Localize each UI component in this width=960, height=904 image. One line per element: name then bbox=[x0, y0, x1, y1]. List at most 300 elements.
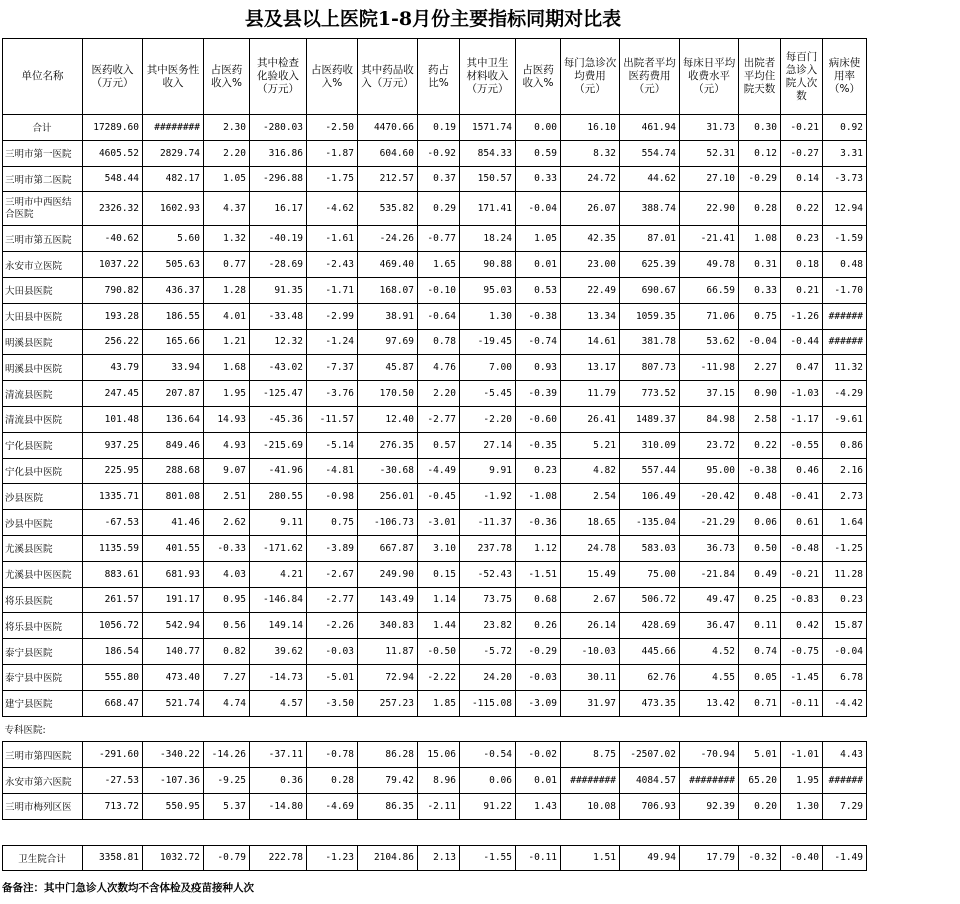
value-cell: 0.28 bbox=[307, 768, 358, 794]
value-cell: 72.94 bbox=[358, 664, 418, 690]
unit-name-cell: 永安市立医院 bbox=[3, 252, 83, 278]
unit-name-cell: 三明市中西医结合医院 bbox=[3, 192, 83, 226]
value-cell: 101.48 bbox=[83, 406, 143, 432]
value-cell: -1.59 bbox=[823, 226, 867, 252]
value-cell: 65.20 bbox=[739, 768, 781, 794]
value-cell: -14.26 bbox=[204, 742, 250, 768]
value-cell: 140.77 bbox=[143, 639, 204, 665]
value-cell: 91.22 bbox=[460, 793, 516, 819]
unit-name-cell: 宁化县中医院 bbox=[3, 458, 83, 484]
value-cell: 5.01 bbox=[739, 742, 781, 768]
value-cell: 0.28 bbox=[739, 192, 781, 226]
column-header: 占医药收入% bbox=[516, 39, 561, 115]
value-cell: 15.49 bbox=[561, 561, 620, 587]
column-header: 病床使用率（%） bbox=[823, 39, 867, 115]
value-cell: 3358.81 bbox=[83, 845, 143, 871]
value-cell: 0.29 bbox=[418, 192, 460, 226]
value-cell: 5.21 bbox=[561, 432, 620, 458]
column-header: 其中检查化验收入（万元） bbox=[250, 39, 307, 115]
value-cell: 473.35 bbox=[620, 690, 680, 716]
value-cell: 0.56 bbox=[204, 613, 250, 639]
value-cell: 170.50 bbox=[358, 381, 418, 407]
value-cell: 62.76 bbox=[620, 664, 680, 690]
value-cell: 461.94 bbox=[620, 115, 680, 141]
value-cell: ######## bbox=[561, 768, 620, 794]
value-cell: -21.41 bbox=[680, 226, 739, 252]
value-cell: -28.69 bbox=[250, 252, 307, 278]
value-cell: 0.48 bbox=[823, 252, 867, 278]
value-cell: -3.76 bbox=[307, 381, 358, 407]
value-cell: -1.70 bbox=[823, 277, 867, 303]
value-cell: 557.44 bbox=[620, 458, 680, 484]
table-row bbox=[3, 768, 867, 794]
value-cell: 1571.74 bbox=[460, 115, 516, 141]
value-cell: -41.96 bbox=[250, 458, 307, 484]
value-cell: 41.46 bbox=[143, 510, 204, 536]
value-cell: -5.01 bbox=[307, 664, 358, 690]
value-cell: 237.78 bbox=[460, 535, 516, 561]
value-cell: 0.14 bbox=[781, 166, 823, 192]
value-cell: 13.42 bbox=[680, 690, 739, 716]
value-cell: 681.93 bbox=[143, 561, 204, 587]
value-cell: -21.84 bbox=[680, 561, 739, 587]
value-cell: 256.22 bbox=[83, 329, 143, 355]
value-cell: 0.37 bbox=[418, 166, 460, 192]
value-cell: 95.03 bbox=[460, 277, 516, 303]
value-cell: 2.67 bbox=[561, 587, 620, 613]
value-cell: 249.90 bbox=[358, 561, 418, 587]
value-cell: -0.32 bbox=[739, 845, 781, 871]
value-cell: 14.93 bbox=[204, 406, 250, 432]
value-cell: -0.79 bbox=[204, 845, 250, 871]
value-cell: -30.68 bbox=[358, 458, 418, 484]
value-cell: 554.74 bbox=[620, 140, 680, 166]
value-cell: -1.61 bbox=[307, 226, 358, 252]
value-cell: -0.35 bbox=[516, 432, 561, 458]
value-cell: 473.40 bbox=[143, 664, 204, 690]
value-cell: 667.87 bbox=[358, 535, 418, 561]
value-cell: 13.34 bbox=[561, 303, 620, 329]
value-cell: 36.73 bbox=[680, 535, 739, 561]
value-cell: 316.86 bbox=[250, 140, 307, 166]
unit-name-cell: 大田县中医院 bbox=[3, 303, 83, 329]
value-cell: 26.07 bbox=[561, 192, 620, 226]
value-cell: -0.38 bbox=[516, 303, 561, 329]
value-cell: -280.03 bbox=[250, 115, 307, 141]
value-cell: -0.39 bbox=[516, 381, 561, 407]
value-cell: 0.53 bbox=[516, 277, 561, 303]
value-cell: 2326.32 bbox=[83, 192, 143, 226]
value-cell: 0.46 bbox=[781, 458, 823, 484]
value-cell: 4.01 bbox=[204, 303, 250, 329]
value-cell: 849.46 bbox=[143, 432, 204, 458]
value-cell: -1.23 bbox=[307, 845, 358, 871]
value-cell: 18.24 bbox=[460, 226, 516, 252]
value-cell: 505.63 bbox=[143, 252, 204, 278]
value-cell: 11.28 bbox=[823, 561, 867, 587]
value-cell: -1.45 bbox=[781, 664, 823, 690]
value-cell: -21.29 bbox=[680, 510, 739, 536]
value-cell: -1.25 bbox=[823, 535, 867, 561]
value-cell: 0.74 bbox=[739, 639, 781, 665]
value-cell: 0.75 bbox=[307, 510, 358, 536]
value-cell: -3.89 bbox=[307, 535, 358, 561]
value-cell: 0.18 bbox=[781, 252, 823, 278]
value-cell: 14.61 bbox=[561, 329, 620, 355]
value-cell: 0.86 bbox=[823, 432, 867, 458]
value-cell: -67.53 bbox=[83, 510, 143, 536]
value-cell: -2.26 bbox=[307, 613, 358, 639]
value-cell: -40.19 bbox=[250, 226, 307, 252]
value-cell: -1.49 bbox=[823, 845, 867, 871]
value-cell: 9.91 bbox=[460, 458, 516, 484]
value-cell: 0.15 bbox=[418, 561, 460, 587]
value-cell: -19.45 bbox=[460, 329, 516, 355]
value-cell: 713.72 bbox=[83, 793, 143, 819]
value-cell: 2829.74 bbox=[143, 140, 204, 166]
value-cell: 937.25 bbox=[83, 432, 143, 458]
column-header: 占医药收入% bbox=[204, 39, 250, 115]
value-cell: -4.62 bbox=[307, 192, 358, 226]
value-cell: 38.91 bbox=[358, 303, 418, 329]
value-cell: 4.74 bbox=[204, 690, 250, 716]
value-cell: -3.09 bbox=[516, 690, 561, 716]
value-cell: 1056.72 bbox=[83, 613, 143, 639]
value-cell: 280.55 bbox=[250, 484, 307, 510]
value-cell: 0.93 bbox=[516, 355, 561, 381]
value-cell: 436.37 bbox=[143, 277, 204, 303]
value-cell: 1.65 bbox=[418, 252, 460, 278]
value-cell: 44.62 bbox=[620, 166, 680, 192]
value-cell: 71.06 bbox=[680, 303, 739, 329]
value-cell: 4.52 bbox=[680, 639, 739, 665]
value-cell: 42.35 bbox=[561, 226, 620, 252]
value-cell: 9.07 bbox=[204, 458, 250, 484]
value-cell: -0.04 bbox=[516, 192, 561, 226]
value-cell: 1.05 bbox=[516, 226, 561, 252]
column-header: 每百门急诊入院人次数 bbox=[781, 39, 823, 115]
value-cell: -2.67 bbox=[307, 561, 358, 587]
value-cell: 49.78 bbox=[680, 252, 739, 278]
value-cell: 2.20 bbox=[418, 381, 460, 407]
unit-name-cell: 尤溪县中医医院 bbox=[3, 561, 83, 587]
value-cell: 7.29 bbox=[823, 793, 867, 819]
value-cell: 193.28 bbox=[83, 303, 143, 329]
value-cell: 0.59 bbox=[516, 140, 561, 166]
value-cell: -5.14 bbox=[307, 432, 358, 458]
value-cell: 521.74 bbox=[143, 690, 204, 716]
value-cell: 401.55 bbox=[143, 535, 204, 561]
table-row bbox=[3, 535, 867, 561]
value-cell: -0.55 bbox=[781, 432, 823, 458]
value-cell: 9.11 bbox=[250, 510, 307, 536]
unit-name-cell: 卫生院合计 bbox=[3, 845, 83, 871]
value-cell: -37.11 bbox=[250, 742, 307, 768]
value-cell: 256.01 bbox=[358, 484, 418, 510]
value-cell: 1.32 bbox=[204, 226, 250, 252]
table-row bbox=[3, 329, 867, 355]
value-cell: -0.98 bbox=[307, 484, 358, 510]
value-cell: 31.97 bbox=[561, 690, 620, 716]
value-cell: -2.50 bbox=[307, 115, 358, 141]
value-cell: 7.00 bbox=[460, 355, 516, 381]
unit-name-cell: 尤溪县医院 bbox=[3, 535, 83, 561]
table-header bbox=[3, 39, 867, 115]
value-cell: 790.82 bbox=[83, 277, 143, 303]
value-cell: 4.57 bbox=[250, 690, 307, 716]
table-row bbox=[3, 587, 867, 613]
value-cell: 4605.52 bbox=[83, 140, 143, 166]
value-cell: -5.45 bbox=[460, 381, 516, 407]
value-cell: 1.95 bbox=[781, 768, 823, 794]
value-cell: 149.14 bbox=[250, 613, 307, 639]
value-cell: -291.60 bbox=[83, 742, 143, 768]
value-cell: 52.31 bbox=[680, 140, 739, 166]
table-row bbox=[3, 406, 867, 432]
value-cell: -296.88 bbox=[250, 166, 307, 192]
value-cell: 45.87 bbox=[358, 355, 418, 381]
value-cell: 2104.86 bbox=[358, 845, 418, 871]
value-cell: -9.61 bbox=[823, 406, 867, 432]
value-cell: 4.37 bbox=[204, 192, 250, 226]
column-header: 其中医务性收入 bbox=[143, 39, 204, 115]
table-row bbox=[3, 639, 867, 665]
column-header: 其中药品收入（万元） bbox=[358, 39, 418, 115]
value-cell: 6.78 bbox=[823, 664, 867, 690]
unit-name-cell: 明溪县中医院 bbox=[3, 355, 83, 381]
value-cell: 0.47 bbox=[781, 355, 823, 381]
value-cell: 49.94 bbox=[620, 845, 680, 871]
value-cell: 87.01 bbox=[620, 226, 680, 252]
unit-name-cell: 将乐县中医院 bbox=[3, 613, 83, 639]
value-cell: 18.65 bbox=[561, 510, 620, 536]
value-cell: 33.94 bbox=[143, 355, 204, 381]
value-cell: -3.73 bbox=[823, 166, 867, 192]
table-row bbox=[3, 613, 867, 639]
unit-name-cell: 合计 bbox=[3, 115, 83, 141]
value-cell: -0.03 bbox=[307, 639, 358, 665]
value-cell: 2.54 bbox=[561, 484, 620, 510]
value-cell: -1.87 bbox=[307, 140, 358, 166]
value-cell: 2.20 bbox=[204, 140, 250, 166]
table-row bbox=[3, 303, 867, 329]
table-row bbox=[3, 277, 867, 303]
column-header: 出院者平均医药费用（元） bbox=[620, 39, 680, 115]
value-cell: 801.08 bbox=[143, 484, 204, 510]
value-cell: -70.94 bbox=[680, 742, 739, 768]
value-cell: 5.37 bbox=[204, 793, 250, 819]
unit-name-cell: 清流县中医院 bbox=[3, 406, 83, 432]
value-cell: 883.61 bbox=[83, 561, 143, 587]
value-cell: -24.26 bbox=[358, 226, 418, 252]
value-cell: -0.10 bbox=[418, 277, 460, 303]
table-row bbox=[3, 742, 867, 768]
table-row bbox=[3, 561, 867, 587]
value-cell: 668.47 bbox=[83, 690, 143, 716]
value-cell: -1.92 bbox=[460, 484, 516, 510]
value-cell: -135.04 bbox=[620, 510, 680, 536]
value-cell: 0.00 bbox=[516, 115, 561, 141]
value-cell: 4.76 bbox=[418, 355, 460, 381]
value-cell: 13.17 bbox=[561, 355, 620, 381]
value-cell: -0.04 bbox=[823, 639, 867, 665]
value-cell: 23.72 bbox=[680, 432, 739, 458]
value-cell: -2.77 bbox=[418, 406, 460, 432]
value-cell: -1.51 bbox=[516, 561, 561, 587]
value-cell: 11.79 bbox=[561, 381, 620, 407]
value-cell: 75.00 bbox=[620, 561, 680, 587]
table-row bbox=[3, 510, 867, 536]
column-header: 出院者平均住院天数 bbox=[739, 39, 781, 115]
column-header: 单位名称 bbox=[3, 39, 83, 115]
unit-name-cell: 泰宁县医院 bbox=[3, 639, 83, 665]
value-cell: -215.69 bbox=[250, 432, 307, 458]
value-cell: 15.06 bbox=[418, 742, 460, 768]
value-cell: -1.08 bbox=[516, 484, 561, 510]
value-cell: -115.08 bbox=[460, 690, 516, 716]
value-cell: 469.40 bbox=[358, 252, 418, 278]
value-cell: 2.62 bbox=[204, 510, 250, 536]
value-cell: -33.48 bbox=[250, 303, 307, 329]
unit-name-cell: 三明市梅列区医 bbox=[3, 793, 83, 819]
value-cell: -0.75 bbox=[781, 639, 823, 665]
value-cell: 690.67 bbox=[620, 277, 680, 303]
value-cell: -0.11 bbox=[781, 690, 823, 716]
value-cell: -4.81 bbox=[307, 458, 358, 484]
value-cell: -0.78 bbox=[307, 742, 358, 768]
value-cell: 23.00 bbox=[561, 252, 620, 278]
value-cell: 0.36 bbox=[250, 768, 307, 794]
unit-name-cell: 三明市第二医院 bbox=[3, 166, 83, 192]
value-cell: 0.30 bbox=[739, 115, 781, 141]
value-cell: -45.36 bbox=[250, 406, 307, 432]
column-header: 占医药收入% bbox=[307, 39, 358, 115]
value-cell: 8.75 bbox=[561, 742, 620, 768]
value-cell: -3.50 bbox=[307, 690, 358, 716]
value-cell: 1.51 bbox=[561, 845, 620, 871]
value-cell: 79.42 bbox=[358, 768, 418, 794]
table-row bbox=[3, 115, 867, 141]
value-cell: ######## bbox=[680, 768, 739, 794]
value-cell: 288.68 bbox=[143, 458, 204, 484]
value-cell: -20.42 bbox=[680, 484, 739, 510]
value-cell: 1.05 bbox=[204, 166, 250, 192]
value-cell: 23.82 bbox=[460, 613, 516, 639]
value-cell: 625.39 bbox=[620, 252, 680, 278]
value-cell: 143.49 bbox=[358, 587, 418, 613]
value-cell: 27.14 bbox=[460, 432, 516, 458]
value-cell: 11.32 bbox=[823, 355, 867, 381]
value-cell: -11.57 bbox=[307, 406, 358, 432]
value-cell: -0.54 bbox=[460, 742, 516, 768]
value-cell: -0.74 bbox=[516, 329, 561, 355]
value-cell: 1.44 bbox=[418, 613, 460, 639]
unit-name-cell: 明溪县医院 bbox=[3, 329, 83, 355]
table-row bbox=[3, 690, 867, 716]
table-row bbox=[3, 252, 867, 278]
table-row bbox=[3, 432, 867, 458]
value-cell: 1.30 bbox=[781, 793, 823, 819]
value-cell: -0.44 bbox=[781, 329, 823, 355]
value-cell: 0.01 bbox=[516, 252, 561, 278]
value-cell: 168.07 bbox=[358, 277, 418, 303]
value-cell: 0.06 bbox=[739, 510, 781, 536]
unit-name-cell: 沙县中医院 bbox=[3, 510, 83, 536]
value-cell: -11.98 bbox=[680, 355, 739, 381]
value-cell: 0.95 bbox=[204, 587, 250, 613]
unit-name-cell: 永安市第六医院 bbox=[3, 768, 83, 794]
value-cell: -125.47 bbox=[250, 381, 307, 407]
value-cell: -2.11 bbox=[418, 793, 460, 819]
value-cell: 4.55 bbox=[680, 664, 739, 690]
value-cell: -0.21 bbox=[781, 115, 823, 141]
unit-name-cell: 将乐县医院 bbox=[3, 587, 83, 613]
value-cell: 535.82 bbox=[358, 192, 418, 226]
value-cell: 0.82 bbox=[204, 639, 250, 665]
value-cell: 2.73 bbox=[823, 484, 867, 510]
value-cell: 186.55 bbox=[143, 303, 204, 329]
value-cell: -146.84 bbox=[250, 587, 307, 613]
value-cell: 4.03 bbox=[204, 561, 250, 587]
value-cell: -0.40 bbox=[781, 845, 823, 871]
value-cell: -0.02 bbox=[516, 742, 561, 768]
value-cell: -4.29 bbox=[823, 381, 867, 407]
value-cell: 0.01 bbox=[516, 768, 561, 794]
value-cell: 1.12 bbox=[516, 535, 561, 561]
value-cell: 0.33 bbox=[739, 277, 781, 303]
value-cell: 1.28 bbox=[204, 277, 250, 303]
unit-name-cell: 三明市第五医院 bbox=[3, 226, 83, 252]
value-cell: -1.17 bbox=[781, 406, 823, 432]
value-cell: -2.77 bbox=[307, 587, 358, 613]
value-cell: 73.75 bbox=[460, 587, 516, 613]
value-cell: -0.04 bbox=[739, 329, 781, 355]
value-cell: 39.62 bbox=[250, 639, 307, 665]
value-cell: 1.14 bbox=[418, 587, 460, 613]
value-cell: 1.85 bbox=[418, 690, 460, 716]
value-cell: 0.61 bbox=[781, 510, 823, 536]
value-cell: 0.90 bbox=[739, 381, 781, 407]
value-cell: -171.62 bbox=[250, 535, 307, 561]
value-cell: 8.32 bbox=[561, 140, 620, 166]
table-row bbox=[3, 664, 867, 690]
value-cell: 706.93 bbox=[620, 793, 680, 819]
value-cell: -1.01 bbox=[781, 742, 823, 768]
value-cell: -2.22 bbox=[418, 664, 460, 690]
value-cell: -1.24 bbox=[307, 329, 358, 355]
value-cell: 773.52 bbox=[620, 381, 680, 407]
value-cell: 0.12 bbox=[739, 140, 781, 166]
value-cell: 276.35 bbox=[358, 432, 418, 458]
value-cell: -3.01 bbox=[418, 510, 460, 536]
value-cell: 1059.35 bbox=[620, 303, 680, 329]
value-cell: 0.68 bbox=[516, 587, 561, 613]
value-cell: 2.30 bbox=[204, 115, 250, 141]
spacer-row bbox=[3, 819, 867, 845]
value-cell: 0.75 bbox=[739, 303, 781, 329]
value-cell: 11.87 bbox=[358, 639, 418, 665]
value-cell: 807.73 bbox=[620, 355, 680, 381]
value-cell: 548.44 bbox=[83, 166, 143, 192]
value-cell: 17.79 bbox=[680, 845, 739, 871]
value-cell: 0.50 bbox=[739, 535, 781, 561]
unit-name-cell: 泰宁县中医院 bbox=[3, 664, 83, 690]
value-cell: 1.64 bbox=[823, 510, 867, 536]
value-cell: 1602.93 bbox=[143, 192, 204, 226]
value-cell: -0.29 bbox=[516, 639, 561, 665]
value-cell: 0.22 bbox=[781, 192, 823, 226]
indicator-table bbox=[2, 38, 867, 871]
